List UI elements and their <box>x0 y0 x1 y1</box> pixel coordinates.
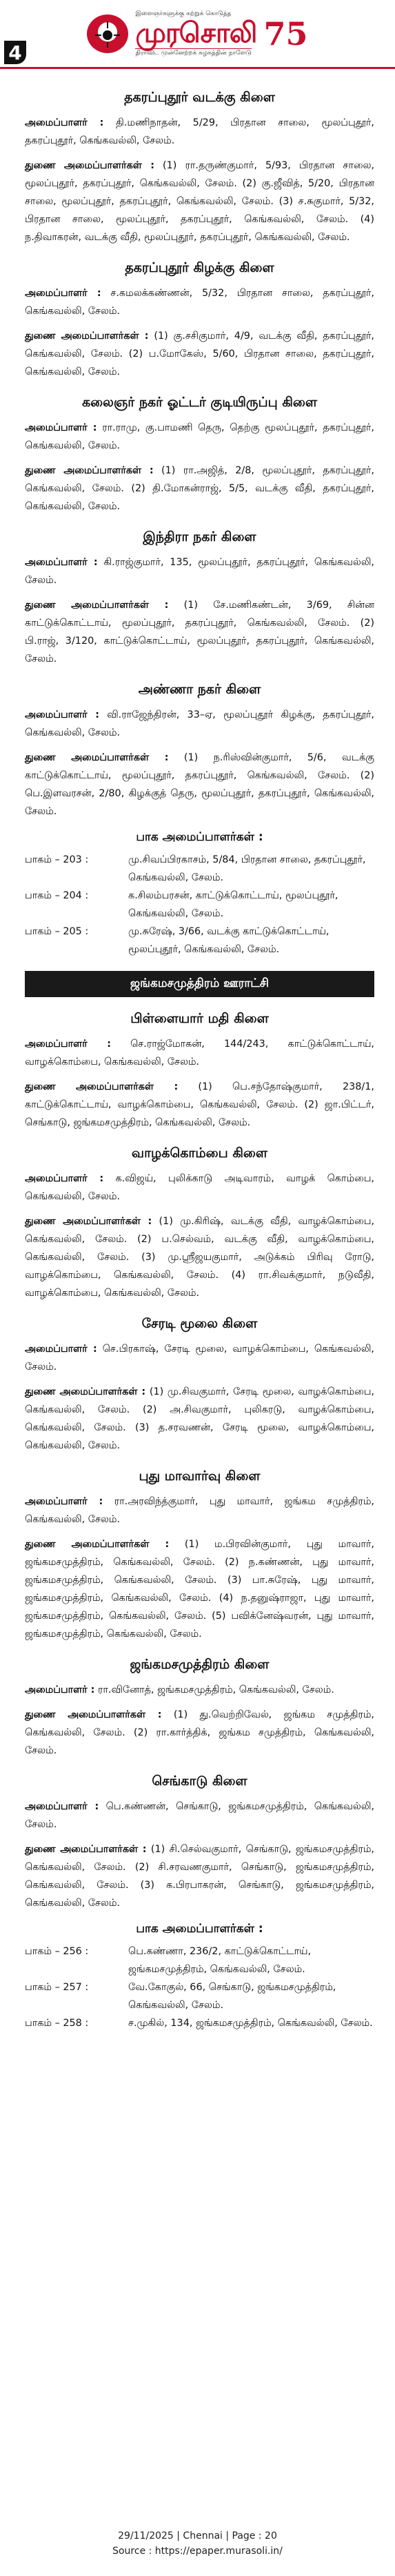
ward-heading: பாக அமைப்பாளர்கள் : <box>136 830 263 844</box>
paper-subtitle: திராவிட முன்னேற்றக் கழகத்தின் நாளேடு <box>135 49 252 57</box>
ward-organisers-1 <box>25 827 374 958</box>
organiser-entry <box>25 1212 374 1302</box>
organiser-details: (1) மு.சிவகுமார், சேரடி மூலை, வாழக்கொம்பை, கெங்கவல்லி, சேலம். (2) அ.சிவகுமார், புலிகரடு, வாழக்கொம்பை, கெங்கவல்லி, சேலம். (3) த.சரவணன், சேரடி மூலை, வாழக்கொம்பை, கெங்கவல்லி, சேலம். <box>25 1386 374 1451</box>
ward-row <box>25 1978 374 2014</box>
role-label: துணை அமைப்பாளர்கள் : <box>25 1709 162 1720</box>
role-label: துணை அமைப்பாளர்கள் : <box>25 1216 152 1227</box>
organiser-details: (1) பெ.சந்தோஷ்குமார், 238/1, காட்டுக்கொட்டாய், வாழக்கொம்பை, கெங்கவல்லி, சேலம். (2) ஜா.பிட்டர், செங்காடு, ஜங்கமசமுத்திரம், கெங்கவல்லி, சேலம். <box>25 1081 374 1128</box>
organiser-details: (1) து.வெற்றிவேல், ஜங்கம சமுத்திரம், கெங்கவல்லி, சேலம். (2) ரா.கார்த்திக், ஜங்கம சமுத்திரம், கெங்கவல்லி, சேலம். <box>25 1709 374 1756</box>
role-label: அமைப்பாளர் : <box>25 422 97 433</box>
organiser-entry <box>25 157 374 246</box>
organiser-details: கி.ராஜ்குமார், 135, மூலப்புதூர், தகரப்புதூர், கெங்கவல்லி, சேலம். <box>25 557 374 586</box>
branch-heading: சேரடி மூலை கிளை <box>141 1316 258 1331</box>
organiser-details: (1) ந.ரிஸ்வின்குமார், 5/6, வடக்கு காட்டுக்கொட்டாய், மூலப்புதூர், தகரப்புதூர், கெங்கவல்லி, சேலம். (2) பெ.இளவரசன், 2/80, கிழக்குத் தெரு, மூலப்புதூர், தகரப்புதூர், கெங்கவல்லி, சேலம். <box>25 752 374 817</box>
role-label: துணை அமைப்பாளர்கள் : <box>25 1081 179 1092</box>
organiser-entry <box>25 1340 374 1376</box>
organiser-entry <box>25 749 374 820</box>
ward-row <box>25 923 374 958</box>
role-label: துணை அமைப்பாளர்கள் : <box>25 1844 147 1855</box>
role-label: அமைப்பாளர் : <box>25 1684 95 1695</box>
organiser-details: செ.பிரகாஷ், சேரடி மூலை, வாழக்கொம்பை, கெங்கவல்லி, சேலம். <box>25 1344 374 1373</box>
ward-heading: பாக அமைப்பாளர்கள் : <box>136 1922 263 1936</box>
branch-heading: அண்ணா நகர் கிளை <box>138 682 261 697</box>
ward-number: பாகம் – 204 : <box>25 890 89 901</box>
organiser-details: (1) ரா.தருண்குமார், 5/93, பிரதான சாலை, மூலப்புதூர், தகரப்புதூர், கெங்கவல்லி, சேலம். (2) கு.ஜீவித், 5/20, பிரதான சாலை, மூலப்புதூர், தகரப்புதூர், கெங்கவல்லி, சேலம். (3) ச.சுகுமார், 5/32, பிரதான சாலை, மூலப்புதூர், தகரப்புதூர், கெங்கவல்லி, சேலம். (4) ந.திவாகரன், வடக்கு வீதி, மூலப்புதூர், தகரப்புதூர், கெங்கவல்லி, சேலம். <box>25 160 374 243</box>
rising-sun-emblem-icon <box>87 14 128 53</box>
ward-organisers-2 <box>25 1919 374 2032</box>
organiser-entry <box>25 1078 374 1132</box>
role-label: அமைப்பாளர் : <box>25 709 100 720</box>
role-label: அமைப்பாளர் : <box>25 1039 111 1050</box>
panchayat-banner: ஜங்கமசமுத்திரம் ஊராட்சி <box>25 971 374 997</box>
organiser-entry <box>25 1706 374 1760</box>
organiser-details: (1) கு.சசிகுமார், 4/9, வடக்கு வீதி, தகரப்புதூர், கெங்கவல்லி, சேலம். (2) ப.மோகேஸ், 5/60, பிரதான சாலை, தகரப்புதூர், கெங்கவல்லி, சேலம். <box>25 331 374 377</box>
branch-heading: புது மாவார்வு கிளை <box>139 1468 261 1484</box>
branch-heading: தகரப்புதூர் கிழக்கு கிளை <box>125 260 274 275</box>
organiser-details: ரா.வினோத், ஜங்கமசமுத்திரம், கெங்கவல்லி, சேலம். <box>94 1684 334 1695</box>
footer-source-link[interactable]: Source : https://epaper.murasoli.in/ <box>112 2546 283 2557</box>
role-label: அமைப்பாளர் : <box>25 1496 103 1507</box>
organiser-entry <box>25 462 374 515</box>
organiser-entry <box>25 553 374 589</box>
organiser-details: (1) ரா.அஜித், 2/8, மூலப்புதூர், தகரப்புதூர், கெங்கவல்லி, சேலம். (2) தி.மோகன்ராஜ், 5/5, வடக்கு வீதி, தகரப்புதூர், கெங்கவல்லி, சேலம். <box>25 465 374 512</box>
role-label: துணை அமைப்பாளர்கள் : <box>25 752 169 763</box>
role-label: துணை அமைப்பாளர்கள் : <box>25 331 149 342</box>
branch-section <box>25 1769 374 1912</box>
organiser-entry <box>25 596 374 668</box>
branch-section <box>25 678 374 820</box>
organiser-details: (1) சி.செல்வகுமார், செங்காடு, ஜங்கமசமுத்திரம், கெங்கவல்லி, சேலம். (2) சி.சரவணகுமார், செங்காடு, ஜங்கமசமுத்திரம், கெங்கவல்லி, சேலம். (3) க.பிரபாகரன், செங்காடு, ஜங்கமசமுத்திரம், கெங்கவல்லி, சேலம். <box>25 1844 374 1909</box>
organiser-entry <box>25 706 374 742</box>
ward-row <box>25 887 374 923</box>
ward-number: பாகம் – 256 : <box>25 1946 89 1957</box>
organiser-entry <box>25 1170 374 1206</box>
organiser-details: செ.ராஜ்மோகன், 144/243, காட்டுக்கொட்டாய், வாழக்கொம்பை, கெங்கவல்லி, சேலம். <box>25 1039 374 1068</box>
organiser-entry <box>25 1798 374 1833</box>
organiser-details: (1) மு.கிரிஷ், வடக்கு வீதி, வாழக்கொம்பை, கெங்கவல்லி, சேலம். (2) ப.செல்வம், வடக்கு வீதி, வாழக்கொம்பை, கெங்கவல்லி, சேலம். (3) மு.ஸ்ரீஜயகுமார், அடுக்கம் பிரிவு ரோடு, வாழக்கொம்பை, கெங்கவல்லி, சேலம். (4) ரா.சிவக்குமார், நடுவீதி, வாழக்கொம்பை, கெங்கவல்லி, சேலம். <box>25 1216 374 1299</box>
organiser-details: க.விஜய், புலிக்காடு அடிவாரம், வாழக் கொம்பை, கெங்கவல்லி, சேலம். <box>25 1173 374 1202</box>
branch-heading: செங்காடு கிளை <box>152 1773 247 1789</box>
organiser-details: (1) சே.மணிகண்டன், 3/69, சின்ன காட்டுக்கொட்டாய், மூலப்புதூர், தகரப்புதூர், கெங்கவல்லி, சேலம். (2) பி.ராஜ், 3/120, காட்டுக்கொட்டாய், மூலப்புதூர், தகரப்புதூர், கெங்கவல்லி, சேலம். <box>25 600 374 665</box>
ward-number: பாகம் – 203 : <box>25 854 89 865</box>
ward-row <box>25 1943 374 1978</box>
organiser-details: ரா.அரவிந்த்குமார், புது மாவார், ஜங்கம சமுத்திரம், கெங்கவல்லி, சேலம். <box>25 1496 374 1525</box>
ward-organiser: ச.முகில், 134, ஜங்கமசமுத்திரம், கெங்கவல்லி, சேலம். <box>128 2018 373 2029</box>
role-label: துணை அமைப்பாளர்கள் : <box>25 600 169 611</box>
footer-date-line: 29/11/2025 | Chennai | Page : 20 <box>118 2530 277 2541</box>
organiser-entry <box>25 1493 374 1528</box>
branch-section <box>25 525 374 668</box>
logo <box>87 10 307 57</box>
ward-organiser: பெ.கண்ணா, 236/2, காட்டுக்கொட்டாய், ஜங்கமசமுத்திரம், கெங்கவல்லி, சேலம். <box>128 1946 312 1975</box>
organiser-entry <box>25 1035 374 1071</box>
branch-section <box>25 1141 374 1302</box>
role-label: அமைப்பாளர் : <box>25 117 104 128</box>
paper-title: முரசொலி <box>135 16 257 49</box>
organiser-entry <box>25 1681 374 1699</box>
role-label: துணை அமைப்பாளர்கள் : <box>25 1539 170 1550</box>
branch-heading: ஜங்கமசமுத்திரம் கிளை <box>130 1657 270 1672</box>
branch-heading: கலைஞர் நகர் ஓட்டர் குடியிருப்பு கிளை <box>81 395 318 410</box>
organiser-details: பெ.கண்ணன், செங்காடு, ஜங்கமசமுத்திரம், கெங்கவல்லி, சேலம். <box>25 1801 374 1830</box>
branch-section <box>25 86 374 246</box>
organiser-details: ச.கமலக்கண்ணன், 5/32, பிரதான சாலை, தகரப்புதூர், கெங்கவல்லி, சேலம். <box>25 288 374 317</box>
role-label: அமைப்பாளர் : <box>25 288 101 299</box>
article-body <box>0 69 395 2032</box>
organiser-details: வி.ராஜேந்திரன், 33–ஏ, மூலப்புதூர் கிழக்கு, தகரப்புதூர், கெங்கவல்லி, சேலம். <box>25 709 374 738</box>
ward-row <box>25 851 374 887</box>
branch-section <box>25 1007 374 1132</box>
organiser-entry <box>25 1535 374 1643</box>
ward-organiser: க.சிலம்பரசன், காட்டுக்கொட்டாய், மூலப்புதூர், கெங்கவல்லி, சேலம். <box>128 890 338 919</box>
organiser-entry <box>25 114 374 150</box>
branch-heading: இந்திரா நகர் கிளை <box>143 529 256 544</box>
organiser-entry <box>25 1383 374 1455</box>
ward-organiser: மு.சிவப்பிரகாசம், 5/84, பிரதான சாலை, தகரப்புதூர், கெங்கவல்லி, சேலம். <box>128 854 366 883</box>
role-label: அமைப்பாளர் : <box>25 1344 97 1355</box>
page-footer <box>0 2528 395 2559</box>
branch-section <box>25 1653 374 1760</box>
branch-heading: வாழக்கொம்பை கிளை <box>131 1146 268 1161</box>
organiser-details: தி.மணிநாதன், 5/29, பிரதான சாலை, மூலப்புதூர், தகரப்புதூர், கெங்கவல்லி, சேலம். <box>25 117 374 146</box>
branch-list-2 <box>25 1007 374 1912</box>
organiser-entry <box>25 1840 374 1912</box>
role-label: அமைப்பாளர் : <box>25 557 98 568</box>
tagline: இளைஞர்களுக்கு கற்றுக் கொடுத்த <box>135 10 232 17</box>
masthead <box>0 0 395 69</box>
page-number: 4 <box>4 41 26 64</box>
branch-heading: தகரப்புதூர் வடக்கு கிளை <box>124 90 275 105</box>
branch-section <box>25 391 374 515</box>
branch-section <box>25 1464 374 1643</box>
organiser-entry <box>25 327 374 381</box>
anniversary-badge: 75 <box>263 14 308 52</box>
organiser-entry <box>25 284 374 320</box>
role-label: துணை அமைப்பாளர்கள் : <box>25 1386 146 1397</box>
ward-number: பாகம் – 205 : <box>25 926 89 937</box>
role-label: அமைப்பாளர் : <box>25 1801 99 1812</box>
organiser-details: ரா.ராமு, கு.பாமணி தெரு, தெற்கு மூலப்புதூர், தகரப்புதூர், கெங்கவல்லி, சேலம். <box>25 422 374 451</box>
ward-number: பாகம் – 257 : <box>25 1982 89 1993</box>
branch-section <box>25 256 374 381</box>
branch-section <box>25 1312 374 1455</box>
role-label: அமைப்பாளர் : <box>25 1173 104 1184</box>
branch-list-1 <box>25 86 374 820</box>
role-label: துணை அமைப்பாளர்கள் : <box>25 465 154 476</box>
ward-row <box>25 2014 374 2032</box>
ward-organiser: வே.கோகுல், 66, செங்காடு, ஜங்கமசமுத்திரம், கெங்கவல்லி, சேலம். <box>128 1982 336 2011</box>
organiser-details: (1) ம.பிரவின்குமார், புது மாவார், ஜங்கமசமுத்திரம், கெங்கவல்லி, சேலம். (2) ந.கண்ணன், புது மாவார், ஜங்கமசமுத்திரம், கெங்கவல்லி, சேலம். (3) பா.சுரேஷ், புது மாவார், ஜங்கமசமுத்திரம், கெங்கவல்லி, சேலம். (4) ந.தனுஷ்ராஜா, புது மாவார், ஜங்கமசமுத்திரம், கெங்கவல்லி, சேலம். (5) பவிக்னேஷ்வரன், புது மாவார், ஜங்கமசமுத்திரம், கெங்கவல்லி, சேலம். <box>25 1539 374 1640</box>
title-block <box>135 10 256 57</box>
ward-organiser: மு.சுரேஷ், 3/66, வடக்கு காட்டுக்கொட்டாய், மூலப்புதூர், கெங்கவல்லி, சேலம். <box>128 926 330 955</box>
organiser-entry <box>25 419 374 455</box>
branch-heading: பிள்ளையார் மதி கிளை <box>130 1011 269 1026</box>
role-label: துணை அமைப்பாளர்கள் : <box>25 160 154 171</box>
ward-number: பாகம் – 258 : <box>25 2018 89 2029</box>
